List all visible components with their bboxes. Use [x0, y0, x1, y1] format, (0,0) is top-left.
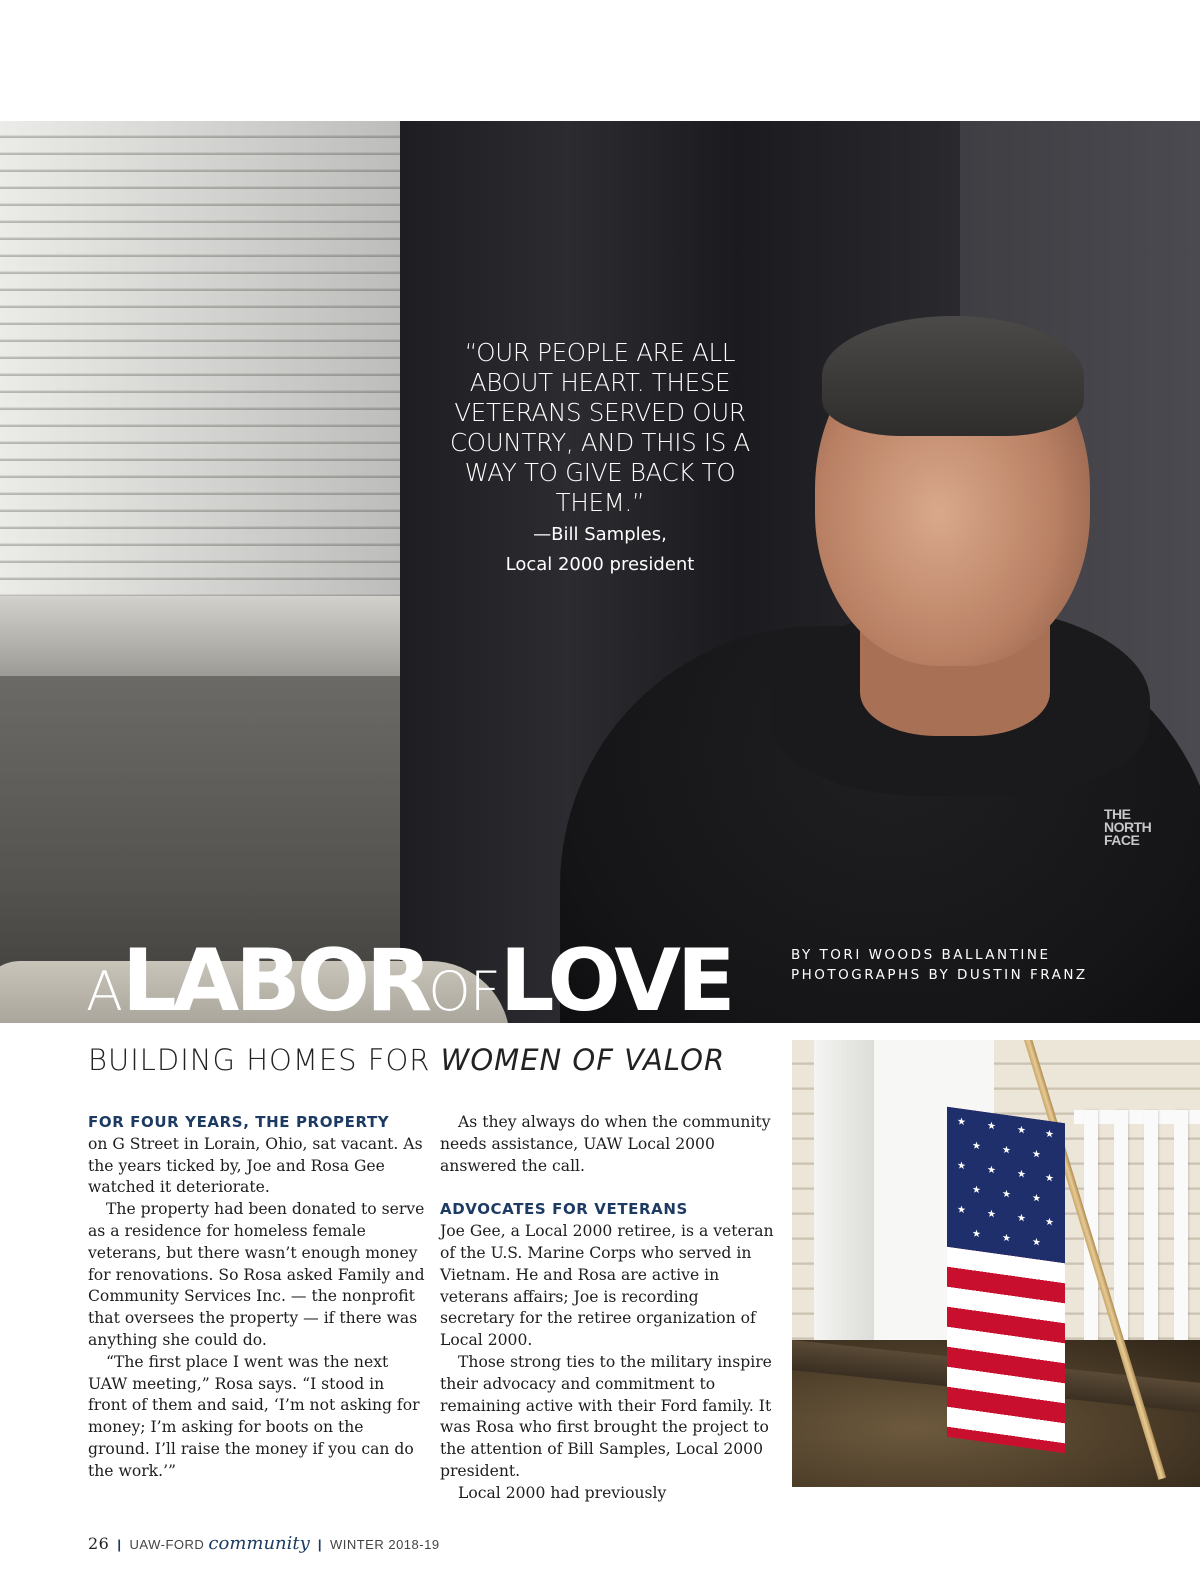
- title-word-labor: LABOR: [121, 938, 429, 1023]
- issue-date: WINTER 2018-19: [329, 1537, 440, 1552]
- body-column-right: [440, 1112, 778, 1505]
- paragraph-3: “The first place I went was the next UAW meeting,” Rosa says. “I stood in front of them and said, ‘I’m not asking for money; I’m asking for boots on the ground. I’ll raise the money if you can do the work.’”: [88, 1352, 420, 1480]
- footer-separator: |: [317, 1537, 322, 1552]
- jacket-logo: THE NORTH FACE: [1104, 806, 1152, 848]
- pull-quote-text: “OUR PEOPLE ARE ALL ABOUT HEART. THESE VETERANS SERVED OUR COUNTRY, AND THIS IS A WAY TO GIVE BACK TO THEM.”: [449, 338, 751, 517]
- page-footer: [88, 1533, 440, 1554]
- publication-prefix: UAW-FORD: [129, 1537, 205, 1552]
- publication-name: community: [208, 1533, 310, 1554]
- pull-quote-attribution-name: —Bill Samples,: [533, 524, 667, 545]
- title-word-love: LOVE: [499, 938, 732, 1023]
- pull-quote-attribution-title: Local 2000 president: [505, 554, 695, 575]
- photo-credit: PHOTOGRAPHS BY DUSTIN FRANZ: [791, 967, 1088, 983]
- window-sill: [0, 596, 440, 676]
- flag-photo: [792, 1040, 1200, 1487]
- article-title: [86, 938, 732, 1023]
- american-flag: [947, 1107, 1065, 1454]
- title-word-a: A: [86, 960, 122, 1023]
- article-subtitle: [88, 1043, 725, 1077]
- paragraph-4: As they always do when the community needs assistance, UAW Local 2000 answered the call.: [440, 1113, 771, 1175]
- footer-separator: |: [117, 1537, 122, 1552]
- flag-canton: ★ ★ ★ ★ ★ ★ ★ ★ ★ ★ ★ ★ ★ ★ ★ ★ ★ ★ ★ ★ ★: [947, 1107, 1065, 1264]
- subtitle-prefix: BUILDING HOMES FOR: [88, 1043, 441, 1077]
- title-word-of: OF: [428, 960, 500, 1023]
- paragraph-7: Local 2000 had previously: [458, 1483, 667, 1502]
- porch-post: [814, 1040, 874, 1360]
- page-number: 26: [88, 1534, 110, 1553]
- hair: [822, 316, 1084, 436]
- paragraph-6: Those strong ties to the military inspire their advocacy and commitment to remaining active with their Ford family. It was Rosa who first brought the project to the attention of Bill Samples, Local 2000 president.: [440, 1352, 772, 1480]
- pull-quote: [440, 338, 760, 580]
- paragraph: [88, 1112, 426, 1199]
- body-column-left: [88, 1112, 426, 1483]
- subtitle-emphasis: WOMEN OF VALOR: [440, 1043, 726, 1077]
- credits: [791, 945, 1088, 985]
- window-blinds: [0, 121, 448, 596]
- section-subhead: ADVOCATES FOR VETERANS: [440, 1200, 688, 1219]
- paragraph-5: Joe Gee, a Local 2000 retiree, is a veteran of the U.S. Marine Corps who served in Vietnam. He and Rosa are active in veterans affairs; Joe is recording secretary for the retiree organization of Local 2000.: [440, 1222, 774, 1350]
- paragraph-1: on G Street in Lorain, Ohio, sat vacant. As the years ticked by, Joe and Rosa Gee watched it deteriorate.: [88, 1134, 423, 1197]
- paragraph-2: The property had been donated to serve as a residence for homeless female veterans, but there wasn’t enough money for renovations. So Rosa asked Family and Community Services Inc. — the nonprofit that oversees the property — if there was anything she could do.: [88, 1200, 425, 1349]
- lead-in: FOR FOUR YEARS, THE PROPERTY: [88, 1113, 390, 1131]
- byline: BY TORI WOODS BALLANTINE: [791, 947, 1051, 963]
